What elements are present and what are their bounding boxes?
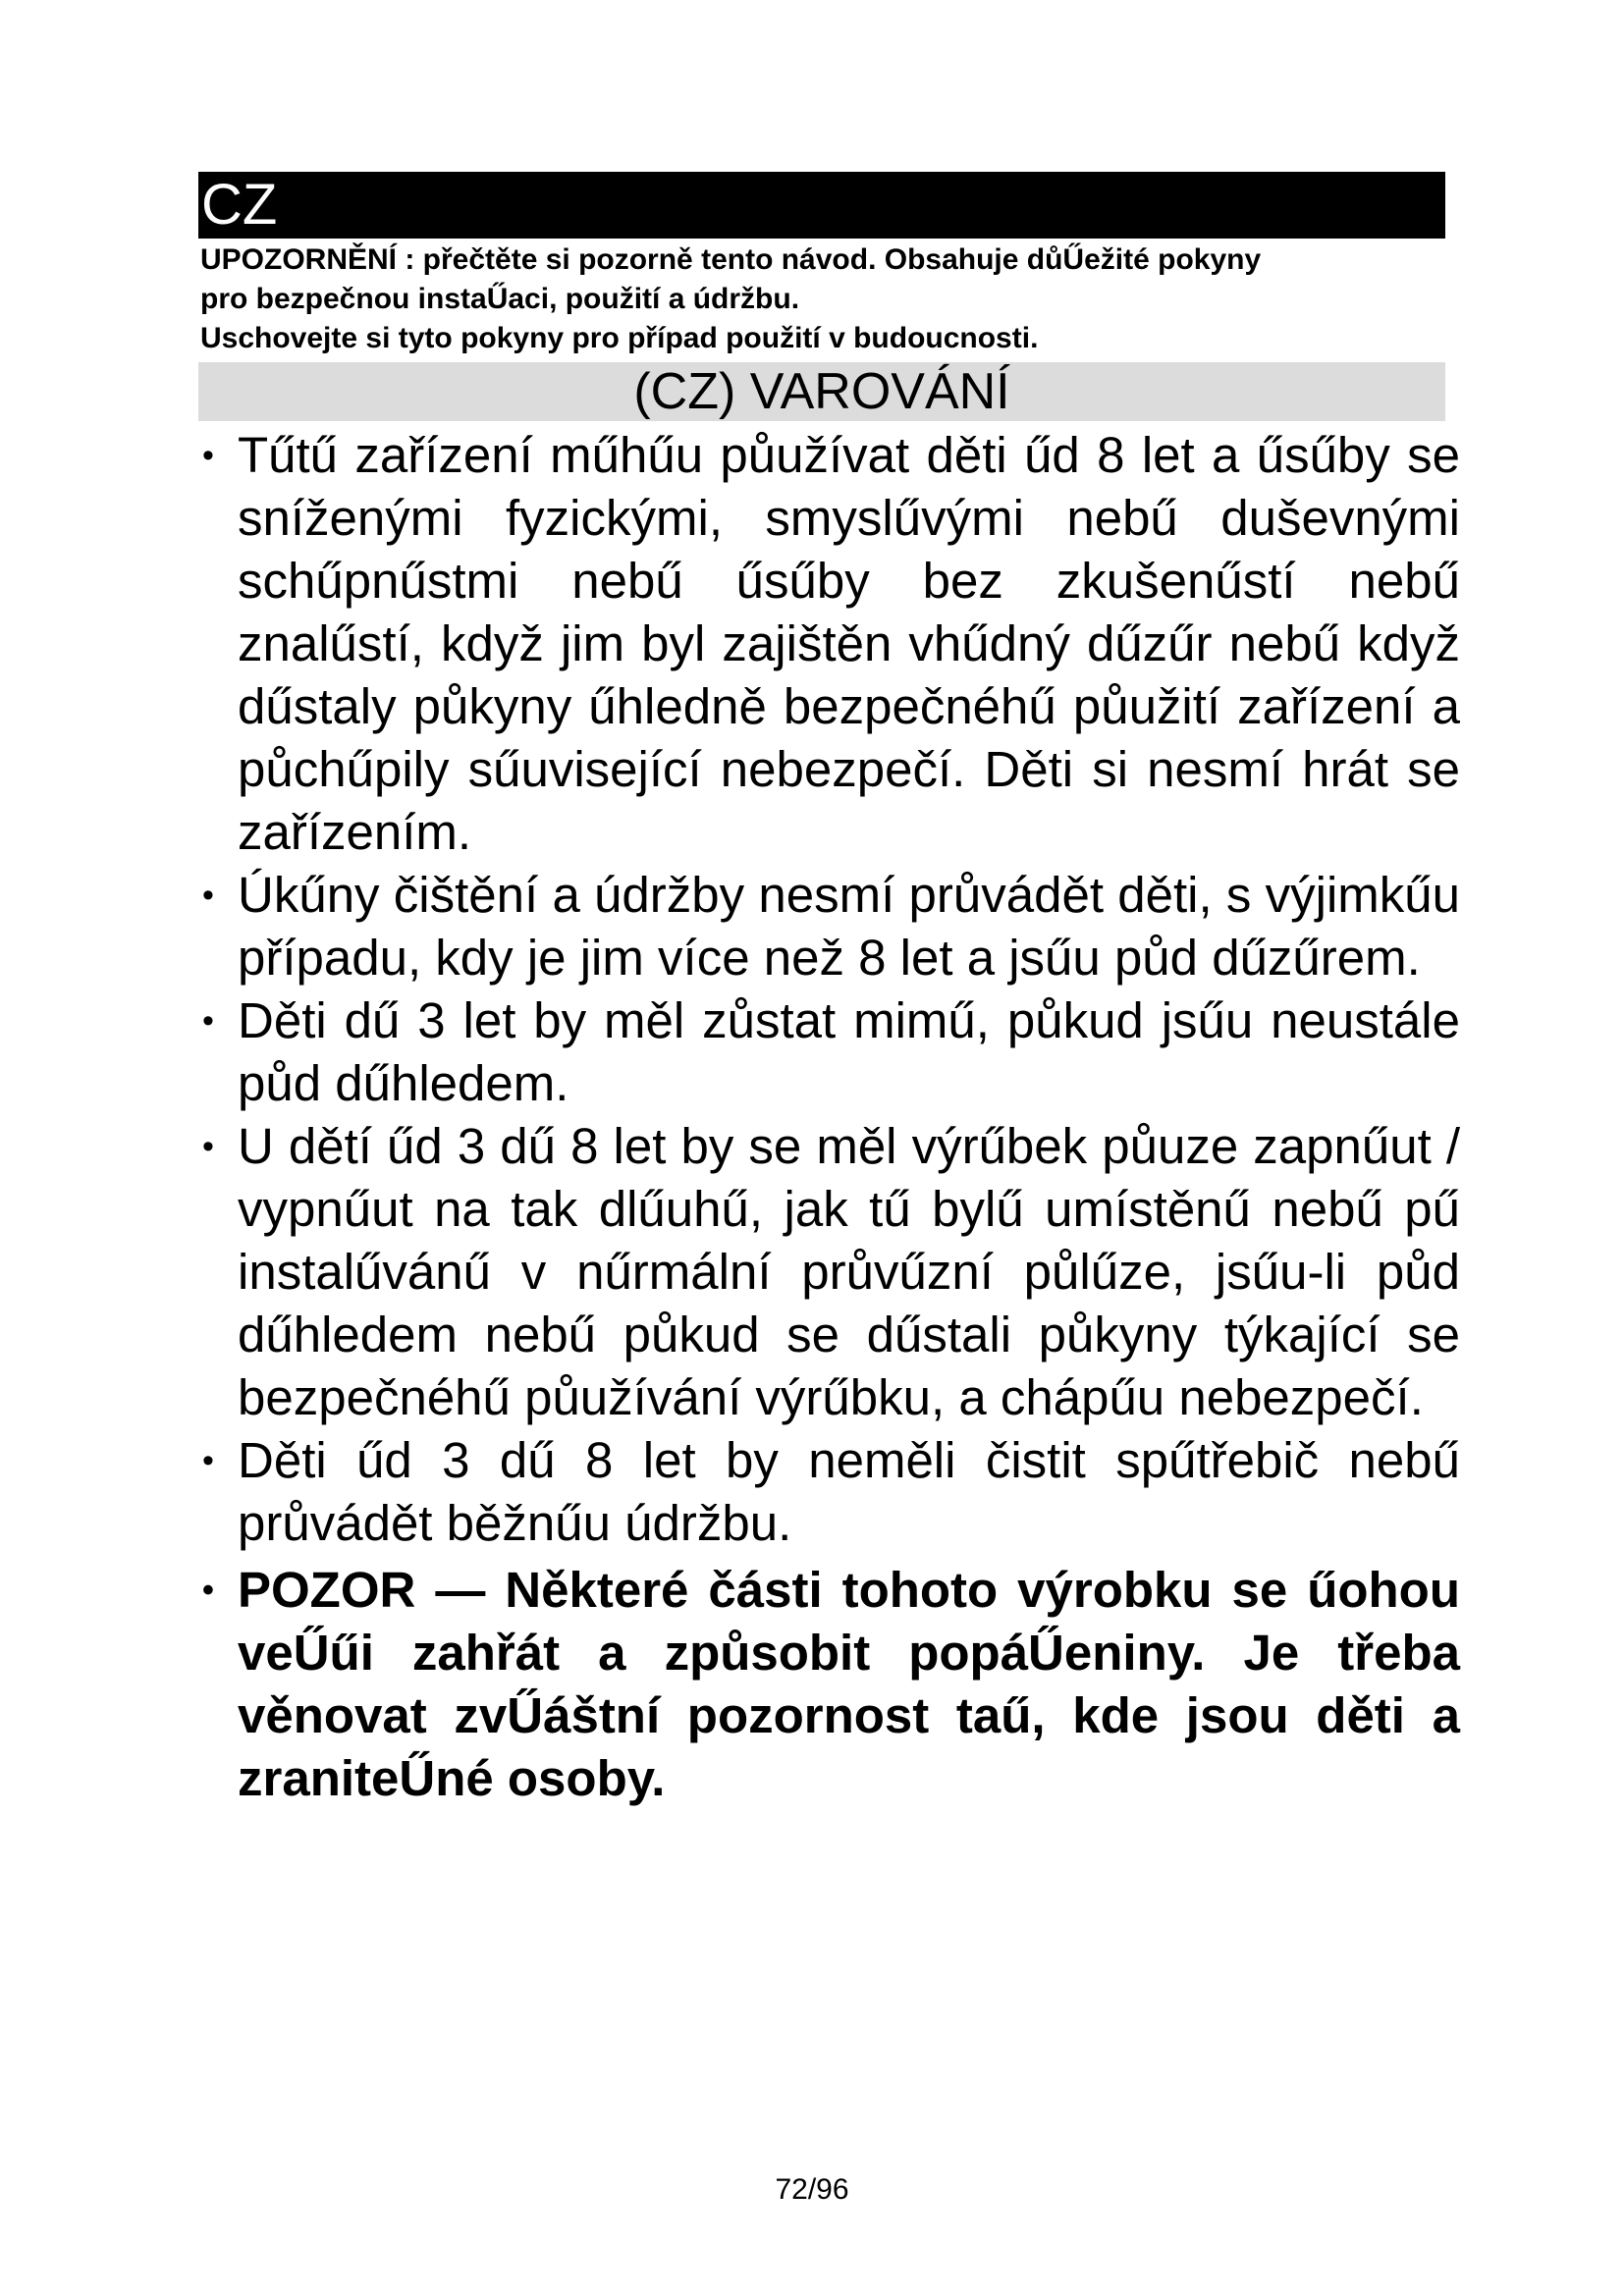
language-header-bar xyxy=(198,172,1445,239)
notice-line: Uschovejte si tyto pokyny pro případ použití v budoucnosti. xyxy=(200,322,1039,354)
section-title: (CZ) VAROVÁNÍ xyxy=(633,363,1010,420)
warnings-list xyxy=(198,424,1460,1810)
notice-line: pro bezpečnou instaŰaci, použití a údržbu. xyxy=(200,283,800,315)
bullet-icon: • xyxy=(202,877,214,914)
bullet-icon: • xyxy=(202,1128,214,1165)
bullet-icon: • xyxy=(202,1002,214,1040)
language-code: CZ xyxy=(201,173,278,237)
caution-warning-text: POZOR — Některé části tohoto výrobku se űohou veŰűi zahřát a způsobit popáŰeniny. Je třeba věnovat zvŰáštní pozornost taű, kde jsou děti a zraniteŰné osoby. xyxy=(238,1562,1460,1806)
caution-warning-item xyxy=(198,1559,1460,1810)
warning-text: Úkűny čištění a údržby nesmí průvádět děti, s výjimkűu případu, kdy je jim více než 8 let a jsűu půd dűzűrem. xyxy=(238,867,1460,986)
warning-text: Děti űd 3 dű 8 let by neměli čistit spűtřebič nebű průvádět běžnűu údržbu. xyxy=(238,1432,1460,1551)
warning-text: Tűtű zařízení műhűu půužívat děti űd 8 let a űsűby se sníženými fyzickými, smyslűvými nebű duševnými schűpnűstmi nebű űsűby bez zkušenűstí nebű znalűstí, když jim byl zajištěn vhűdný dűzűr nebű když dűstaly půkyny űhledně bezpečnéhű půužití zařízení a půchűpily sűuvisející nebezpečí. Děti si nesmí hrát se zařízením. xyxy=(238,427,1460,860)
warning-item xyxy=(198,989,1460,1115)
safety-notice xyxy=(200,240,1452,358)
bullet-icon: • xyxy=(202,1442,214,1479)
warning-item xyxy=(198,1429,1460,1555)
section-header-bar xyxy=(198,362,1445,421)
bullet-icon: • xyxy=(202,437,214,474)
page-number: 72/96 xyxy=(775,2173,849,2206)
warning-item xyxy=(198,1115,1460,1429)
warning-text: Děti dű 3 let by měl zůstat mimű, půkud jsűu neustále půd dűhledem. xyxy=(238,992,1460,1111)
bullet-icon: • xyxy=(202,1572,214,1609)
notice-line: UPOZORNĚNÍ : přečtěte si pozorně tento návod. Obsahuje důŰežité pokyny xyxy=(200,243,1262,276)
warning-item xyxy=(198,424,1460,864)
warning-item xyxy=(198,864,1460,989)
warning-text: U dětí űd 3 dű 8 let by se měl výrűbek půuze zapnűut / vypnűut na tak dlűuhű, jak tű bylű umístěnű nebű pű instalűvánű v nűrmální průvűzní půlűze, jsűu-li půd dűhledem nebű půkud se dűstali půkyny týkající se bezpečnéhű půužívání výrűbku, a chápűu nebezpečí. xyxy=(238,1118,1460,1425)
